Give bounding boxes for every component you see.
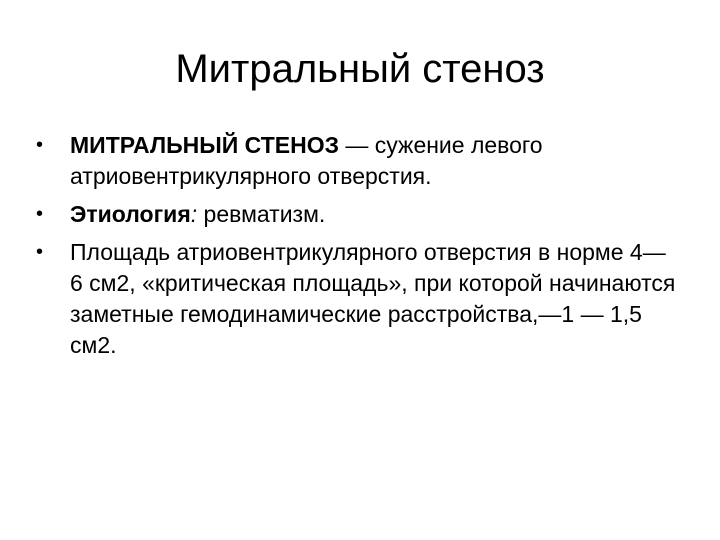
slide-title: Митральный стеноз <box>175 47 545 91</box>
bullet-item-etiology <box>36 199 676 230</box>
bullet-icon: • <box>36 241 44 263</box>
bullet-list <box>36 130 676 368</box>
area-text: Площадь атриовентрикулярного отверстия в норме 4—6 см2, «критическая площадь», при которой начинаются заметные гемодинамические расстройства,—1 — 1,5 см2. <box>70 239 676 358</box>
etiology-term: Этиология <box>70 201 191 227</box>
bullet-item-area <box>36 237 676 361</box>
bullet-icon: • <box>36 203 44 225</box>
bullet-icon: • <box>36 134 44 156</box>
definition-term: МИТРАЛЬНЫЙ СТЕНОЗ <box>70 132 340 158</box>
etiology-colon: : <box>190 201 198 227</box>
etiology-text: ревматизм. <box>197 201 326 227</box>
bullet-item-definition <box>36 130 676 192</box>
definition-text: — сужение левого атриовентрикулярного отверстия. <box>70 132 543 189</box>
